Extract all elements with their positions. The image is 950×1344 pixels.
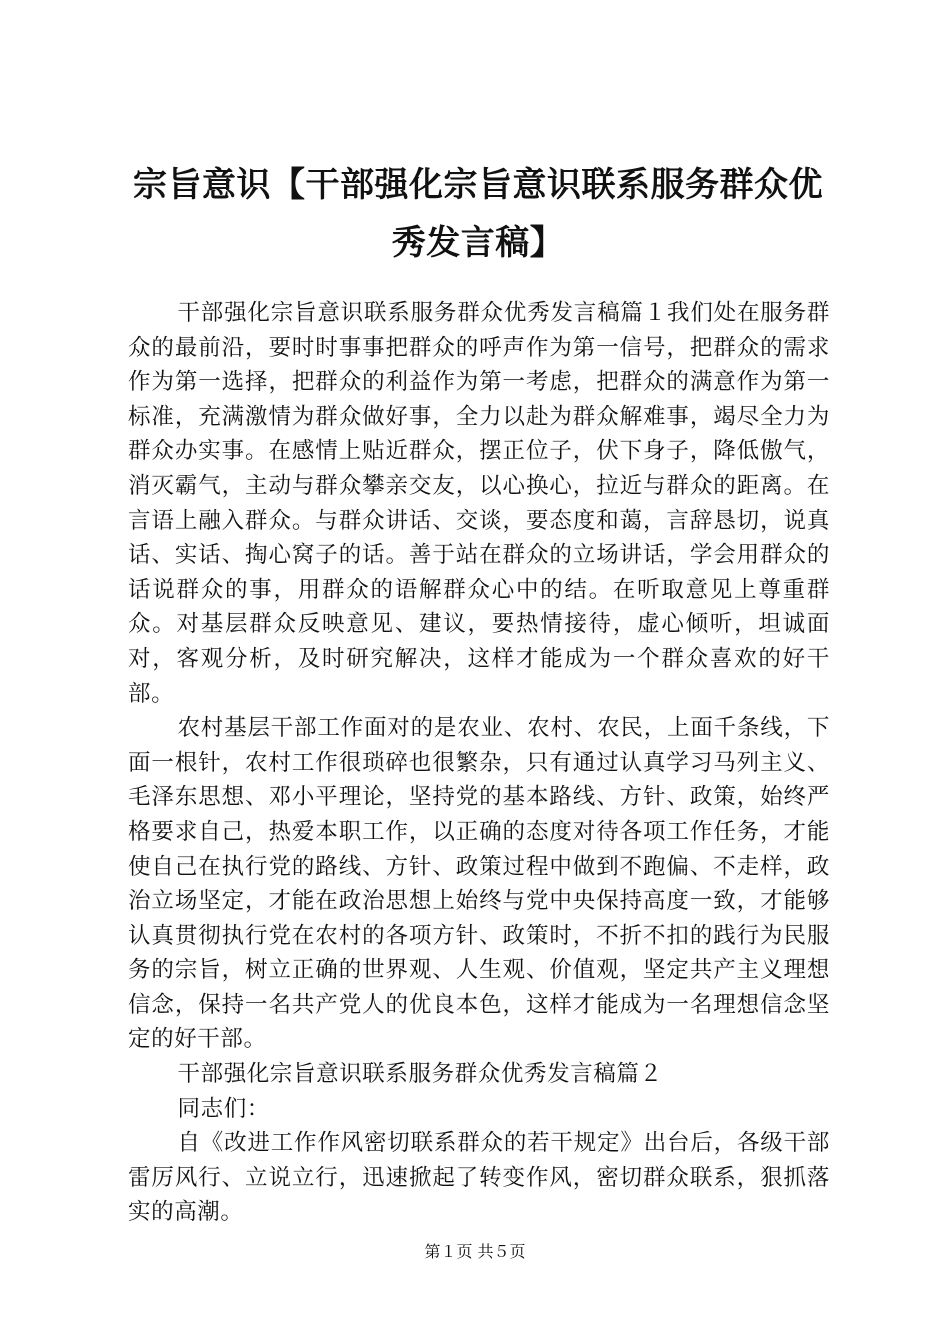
paragraph-1: 干部强化宗旨意识联系服务群众优秀发言稿篇１我们处在服务群众的最前沿，要时时事事把群众的呼声作为第一信号，把群众的需求作为第一选择，把群众的利益作为第一考虑，把群众的满意作为第一标准，充满激情为群众做好事，全力以赴为群众解难事，竭尽全力为群众办实事。在感情上贴近群众，摆正位子，伏下身子，降低傲气，消灭霸气，主动与群众攀亲交友，以心换心，拉近与群众的距离。在言语上融入群众。与群众讲话、交谈，要态度和蔼，言辞恳切，说真话、实话、掏心窝子的话。善于站在群众的立场讲话，学会用群众的话说群众的事，用群众的语解群众心中的结。在听取意见上尊重群众。对基层群众反映意见、建议，要热情接待，虚心倾听，坦诚面对，客观分析，及时研究解决，这样才能成为一个群众喜欢的好干部。 [128, 300, 830, 707]
paragraph-2: 农村基层干部工作面对的是农业、农村、农民，上面千条线，下面一根针，农村工作很琐碎也很繁杂，只有通过认真学习马列主义、毛泽东思想、邓小平理论，坚持党的基本路线、方针、政策，始终严格要求自己，热爱本职工作，以正确的态度对待各项工作任务，才能使自己在执行党的路线、方针、政策过程中做到不跑偏、不走样，政治立场坚定，才能在政治思想上始终与党中央保持高度一致，才能够认真贯彻执行党在农村的各项方针、政策时，不折不扣的践行为民服务的宗旨，树立正确的世界观、人生观、价值观，坚定共产主义理想信念，保持一名共产党人的优良本色，这样才能成为一名理想信念坚定的好干部。 [128, 715, 830, 1053]
page-footer: 第１页 共５页 [424, 1242, 526, 1261]
document-body [128, 296, 830, 1230]
document-title: 宗旨意识【干部强化宗旨意识联系服务群众优秀发言稿】 [133, 165, 823, 263]
section-heading-2: 干部强化宗旨意识联系服务群众优秀发言稿篇２ [177, 1061, 663, 1088]
paragraph-3: 自《改进工作作风密切联系群众的若干规定》出台后，各级干部雷厉风行、立说立行，迅速掀起了转变作风，密切群众联系，狠抓落实的高潮。 [128, 1130, 830, 1226]
salutation: 同志们： [177, 1095, 270, 1122]
